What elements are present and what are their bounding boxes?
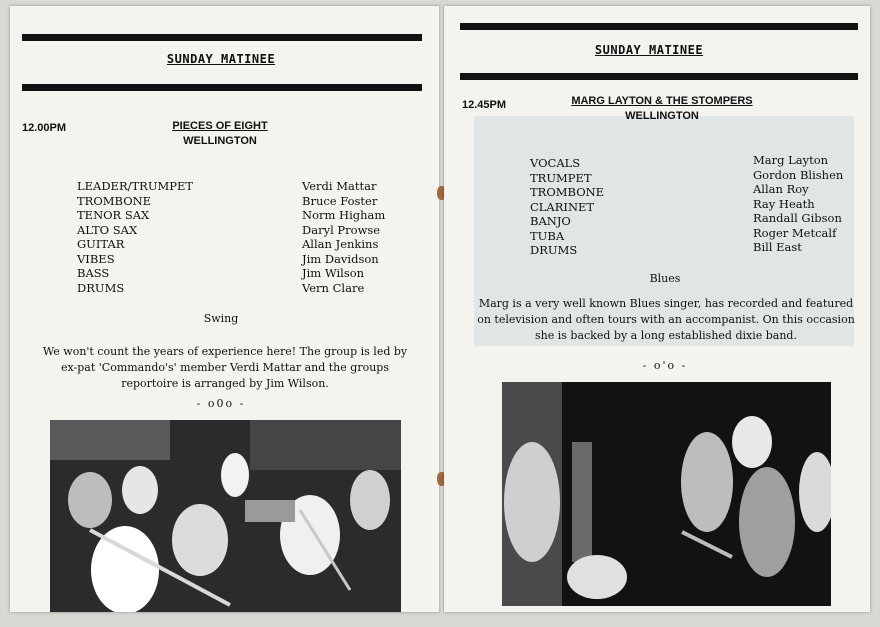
musician: Roger Metcalf (753, 225, 837, 240)
band-photo-image (50, 420, 401, 612)
role: VOCALS (530, 156, 581, 170)
role: GUITAR (77, 237, 125, 251)
lineup-names (302, 179, 385, 295)
role: VIBES (77, 251, 115, 266)
musician: Norm Higham (302, 208, 386, 222)
act-city: WELLINGTON (183, 135, 257, 147)
right-page (444, 6, 870, 612)
musician: Bill East (753, 240, 802, 254)
role: BASS (77, 266, 110, 280)
musician: Randall Gibson (753, 211, 842, 225)
role: TRUMPET (530, 170, 592, 185)
lineup-roles (77, 179, 193, 295)
page-heading: SUNDAY MATINEE (594, 43, 704, 57)
separator: - o0o - (196, 397, 246, 410)
heading-rule (22, 84, 422, 91)
role: LEADER/TRUMPET (77, 179, 194, 193)
role: DRUMS (77, 280, 125, 295)
musician: Marg Layton (753, 153, 829, 167)
role: TROMBONE (530, 185, 605, 199)
role: ALTO SAX (77, 222, 138, 237)
role: DRUMS (530, 243, 578, 257)
performance-time: 12.00PM (22, 122, 67, 134)
performance-time: 12.45PM (462, 99, 507, 111)
musician: Ray Heath (753, 196, 815, 211)
heading-rule (460, 73, 858, 80)
musician: Jim Davidson (302, 251, 379, 266)
role: BANJO (530, 214, 571, 228)
musician: Gordon Blishen (753, 167, 844, 182)
act-name: MARG LAYTON & THE STOMPERS (571, 95, 753, 107)
musician: Allan Roy (753, 182, 809, 196)
act-description: Marg is a very well known Blues singer, has recorded and featured on television and often tours with an accompanist. On this occasion she is backed by a long established dixie band. (477, 297, 855, 342)
lineup-names (753, 153, 843, 255)
role: CLARINET (530, 199, 595, 214)
musician: Vern Clare (302, 280, 365, 295)
act-description: We won't count the years of experience here! The group is led by ex-pat 'Commando's' member Verdi Mattar and the groups reportoire is arranged by Jim Wilson. (42, 345, 408, 390)
left-page (10, 6, 440, 612)
genre: Blues (649, 272, 681, 285)
top-rule (22, 34, 422, 41)
musician: Daryl Prowse (302, 222, 381, 237)
musician: Bruce Foster (302, 193, 378, 208)
band-photo-image (502, 382, 831, 606)
musician: Jim Wilson (302, 266, 365, 280)
band-photo (50, 420, 401, 612)
top-rule (460, 23, 858, 30)
musician: Verdi Mattar (302, 179, 377, 193)
role: TENOR SAX (77, 208, 150, 222)
genre: Swing (203, 312, 239, 325)
separator: - o'o - (642, 359, 688, 372)
band-photo (502, 382, 831, 606)
role: TROMBONE (77, 193, 152, 208)
page-heading: SUNDAY MATINEE (166, 52, 276, 66)
act-name: PIECES OF EIGHT (172, 120, 268, 132)
act-city: WELLINGTON (625, 110, 699, 122)
role: TUBA (530, 228, 565, 243)
lineup-roles (530, 156, 604, 258)
musician: Allan Jenkins (302, 237, 379, 251)
